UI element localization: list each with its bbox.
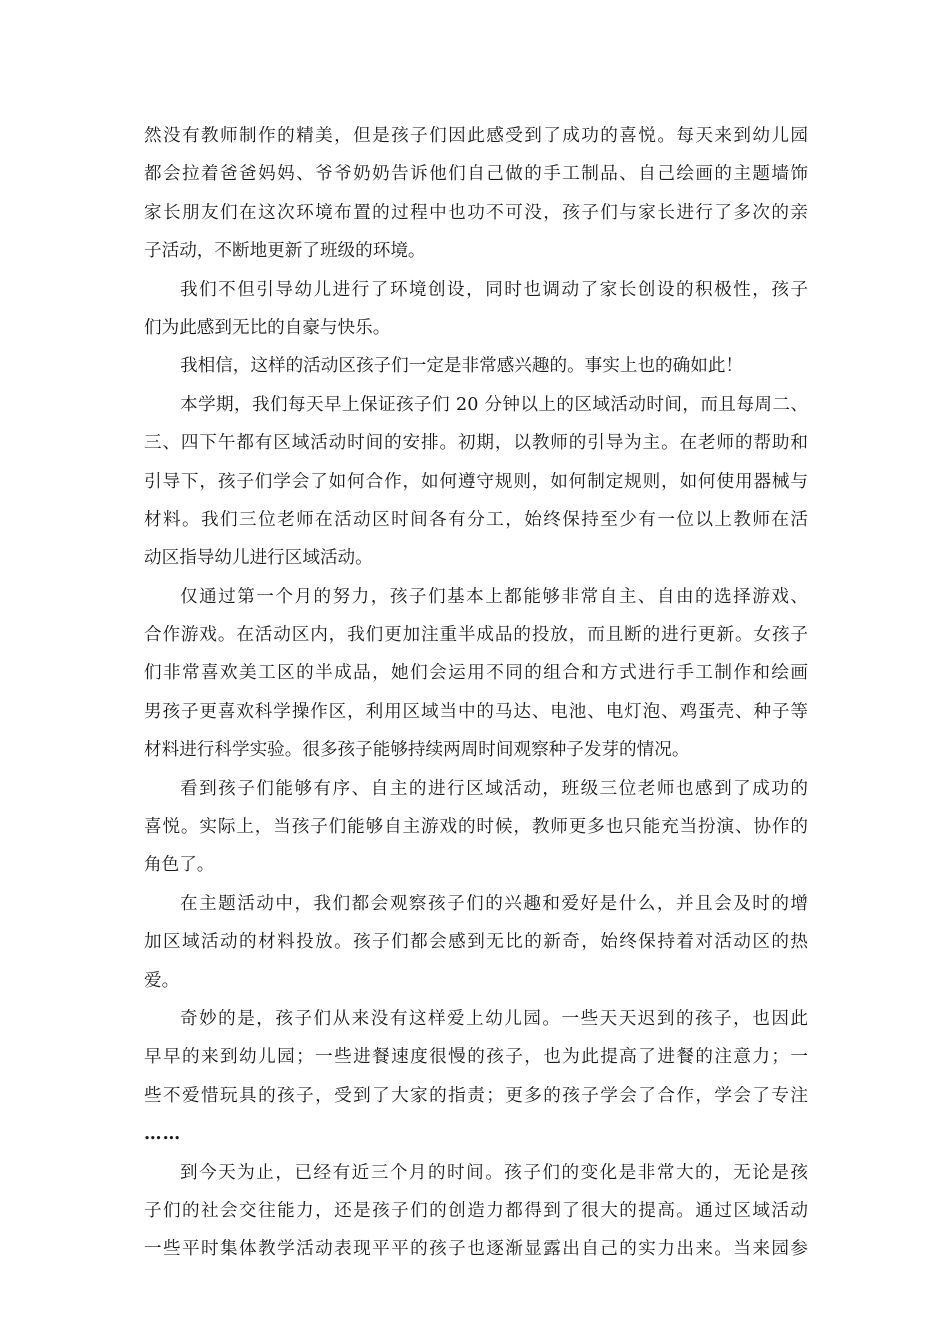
paragraph xyxy=(144,271,808,348)
document-body xyxy=(144,117,808,1269)
text-line: 在主题活动中，我们都会观察孩子们的兴趣和爱好是什么，并且会及时的增 xyxy=(180,893,808,914)
text-line: 们非常喜欢美工区的半成品，她们会运用不同的组合和方式进行手工制作和绘画 xyxy=(144,663,808,684)
paragraph xyxy=(144,386,808,578)
text-line: 我相信，这样的活动区孩子们一定是非常感兴趣的。事实上也的确如此！ xyxy=(180,356,744,377)
text-line: 我们不但引导幼儿进行了环境创设，同时也调动了家长创设的积极性，孩子 xyxy=(180,279,808,300)
text-line: 爱。 xyxy=(144,970,180,991)
text-line: 动区指导幼儿进行区域活动。 xyxy=(144,548,373,569)
text-line: 到今天为止，已经有近三个月的时间。孩子们的变化是非常大的，无论是孩 xyxy=(180,1162,808,1183)
paragraph xyxy=(144,347,808,385)
text-line: 仅通过第一个月的努力，孩子们基本上都能够非常自主、自由的选择游戏、 xyxy=(180,586,808,607)
paragraph xyxy=(144,770,808,885)
text-line: 男孩子更喜欢科学操作区，利用区域当中的马达、电池、电灯泡、鸡蛋壳、种子等 xyxy=(144,701,808,722)
text-line: 三、四下午都有区域活动时间的安排。初期，以教师的引导为主。在老师的帮助和 xyxy=(144,433,808,454)
text-line: 们为此感到无比的自豪与快乐。 xyxy=(144,317,391,338)
text-line: 材料进行科学实验。很多孩子能够持续两周时间观察种子发芽的情况。 xyxy=(144,740,690,761)
text-line: 都会拉着爸爸妈妈、爷爷奶奶告诉他们自己做的手工制品、自己绘画的主题墙饰 xyxy=(144,164,808,185)
text-line: 奇妙的是，孩子们从来没有这样爱上幼儿园。一些天天迟到的孩子，也因此 xyxy=(180,1008,808,1029)
text-line: 些不爱惜玩具的孩子，受到了大家的指责；更多的孩子学会了合作，学会了专注 xyxy=(144,1085,808,1106)
text-line: 早早的来到幼儿园；一些进餐速度很慢的孩子，也为此提高了进餐的注意力；一 xyxy=(144,1047,808,1068)
text-line: 看到孩子们能够有序、自主的进行区域活动，班级三位老师也感到了成功的 xyxy=(180,778,808,799)
text-line: …… xyxy=(144,1123,182,1145)
text-line: 引导下，孩子们学会了如何合作，如何遵守规则，如何制定规则，如何使用器械与 xyxy=(144,471,808,492)
text-line: 一些平时集体教学活动表现平平的孩子也逐渐显露出自己的实力出来。当来园参 xyxy=(144,1239,808,1260)
paragraph xyxy=(144,1000,808,1154)
paragraph xyxy=(144,1154,808,1269)
text-line: 合作游戏。在活动区内，我们更加注重半成品的投放，而且断的进行更新。女孩子 xyxy=(144,625,808,646)
text-line: 本学期，我们每天早上保证孩子们 20 分钟以上的区域活动时间，而且每周二、 xyxy=(180,394,808,415)
text-line: 家长朋友们在这次环境布置的过程中也功不可没，孩子们与家长进行了多次的亲 xyxy=(144,202,808,223)
text-line: 子们的社会交往能力，还是孩子们的创造力都得到了很大的提高。通过区域活动 xyxy=(144,1200,808,1221)
paragraph xyxy=(144,885,808,1000)
paragraph xyxy=(144,578,808,770)
text-line: 加区域活动的材料投放。孩子们都会感到无比的新奇，始终保持着对活动区的热 xyxy=(144,932,808,953)
text-line: 角色了。 xyxy=(144,855,215,876)
text-line: 材料。我们三位老师在活动区时间各有分工，始终保持至少有一位以上教师在活 xyxy=(144,509,808,530)
text-line: 然没有教师制作的精美，但是孩子们因此感受到了成功的喜悦。每天来到幼儿园 xyxy=(144,126,808,146)
text-line: 子活动，不断地更新了班级的环境。 xyxy=(144,241,426,262)
paragraph xyxy=(144,117,808,271)
text-line: 喜悦。实际上，当孩子们能够自主游戏的时候，教师更多也只能充当扮演、协作的 xyxy=(144,817,808,838)
